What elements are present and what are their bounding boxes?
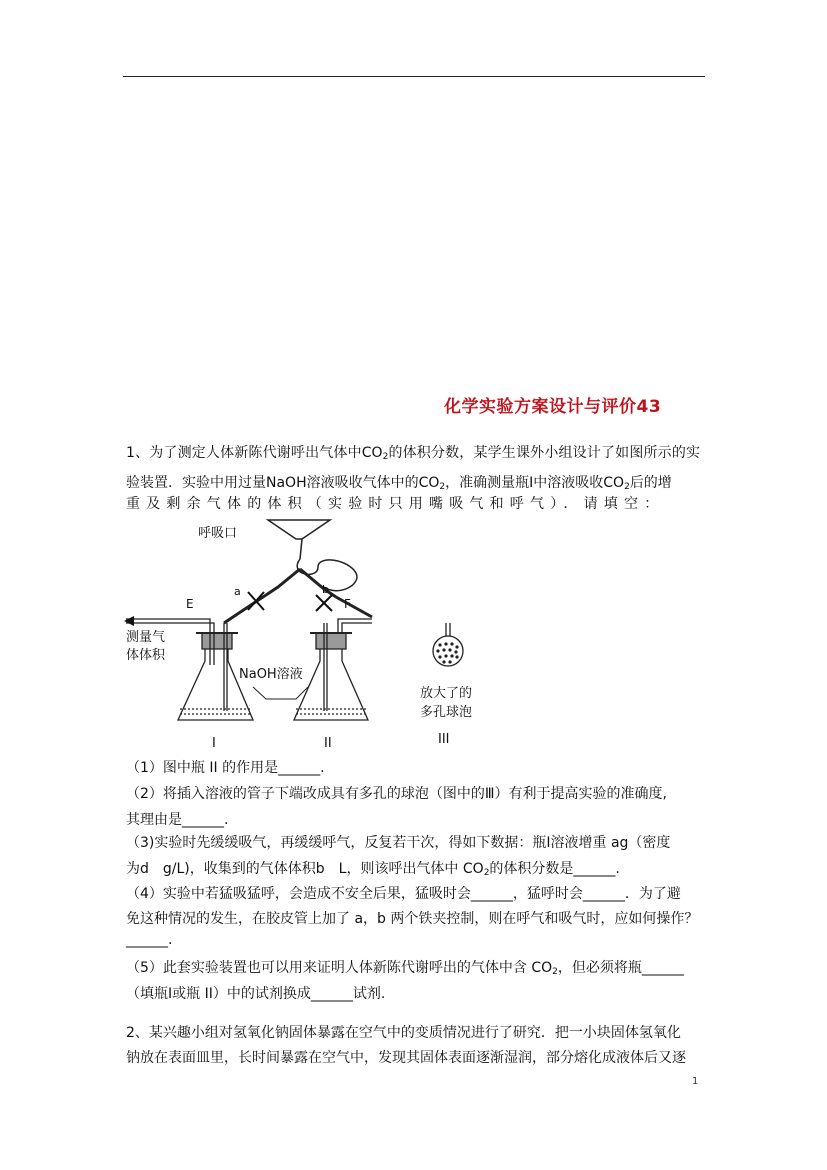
sub-question-2-line-2: 其理由是______. (126, 812, 229, 828)
sub-question-4-line-3: ______. (126, 932, 173, 948)
bulb-label-line-1: 放大了的 (420, 686, 473, 701)
porous-bulb (433, 623, 463, 666)
sub-question-3-line-2: 为d g/L)，收集到的气体体积b L，则该呼出气体中 $CO_2$的体积分数是______. (126, 861, 620, 878)
bottle-I-label: I (212, 736, 216, 751)
measure-label-line-1: 测量气 (126, 630, 166, 645)
sub-question-1: （1）图中瓶 II 的作用是______. (126, 760, 325, 776)
question-2-line-2: 钠放在表面皿里，长时间暴露在空气中，发现其固体表面逐渐湿润，部分熔化成液体后又逐 (126, 1050, 686, 1066)
sub-question-4-line-2: 免这种情况的发生，在胶皮管上加了 a，b 两个铁夹控制，则在呼气和吸气时，应如何操作？ (126, 911, 699, 927)
bulb-label-line-3: III (438, 732, 450, 747)
sub-question-4-line-1: （4）实验中若猛吸猛呼，会造成不安全后果，猛吸时会______，猛呼时会______．为了避 (126, 886, 681, 902)
clamp-b-label: b (322, 583, 329, 596)
header-rule (123, 76, 705, 77)
apparatus-figure (118, 515, 518, 757)
question-1-intro-line-3: 重及剩余气体的体积（实验时只用嘴吸气和呼气）．请填空： (126, 496, 665, 512)
sub-question-3-line-1: （3)实验时先缓缓吸气，再缓缓呼气，反复若干次，得如下数据：瓶Ⅰ溶液增重 ag（密度 (126, 835, 671, 851)
outlet-F-label: F (344, 597, 351, 611)
outlet-E-tube (126, 619, 214, 628)
question-1-intro: 1、为了测定人体新陈代谢呼出气体中$CO_2$的体积分数，某学生课外小组设计了如图所示的实验装置．实验中用过量NaOH溶液吸收气体中的$CO_2$，准确测量瓶Ⅰ中溶液吸收$CO_2$后的增 (126, 445, 700, 492)
rubber-tubes (224, 569, 372, 623)
arrow-icon (124, 616, 134, 626)
clamp-b (316, 595, 332, 611)
bottle-II-label: II (324, 736, 332, 751)
naoh-leader-lines (253, 687, 308, 699)
page-number: 1 (692, 1076, 699, 1087)
document-title: 化学实验方案设计与评价43 (444, 397, 662, 417)
question-2-line-1: 2、某兴趣小组对氢氧化钠固体暴露在空气中的变质情况进行了研究．把一小块固体氢氧化 (126, 1025, 681, 1041)
mouth-label: 呼吸口 (198, 526, 238, 541)
clamp-a (248, 592, 264, 610)
measure-label-line-2: 体体积 (126, 648, 166, 663)
bulb-label-line-2: 多孔球泡 (420, 705, 473, 720)
sub-question-5-line-1: （5）此套实验装置也可以用来证明人体新陈代谢呼出的气体中含 $CO_2$，但必须将瓶______ (126, 960, 684, 977)
clamp-a-label: a (234, 585, 241, 598)
bottle-II (294, 619, 372, 720)
outlet-E-label: E (186, 597, 194, 611)
naoh-label: NaOH溶液 (239, 667, 303, 682)
sub-question-5-line-2: （填瓶Ⅰ或瓶 II）中的试剂换成______试剂. (126, 986, 386, 1002)
sub-question-2-line-1: （2）将插入溶液的管子下端改成具有多孔的球泡（图中的Ⅲ）有利于提高实验的准确度, (126, 786, 668, 802)
